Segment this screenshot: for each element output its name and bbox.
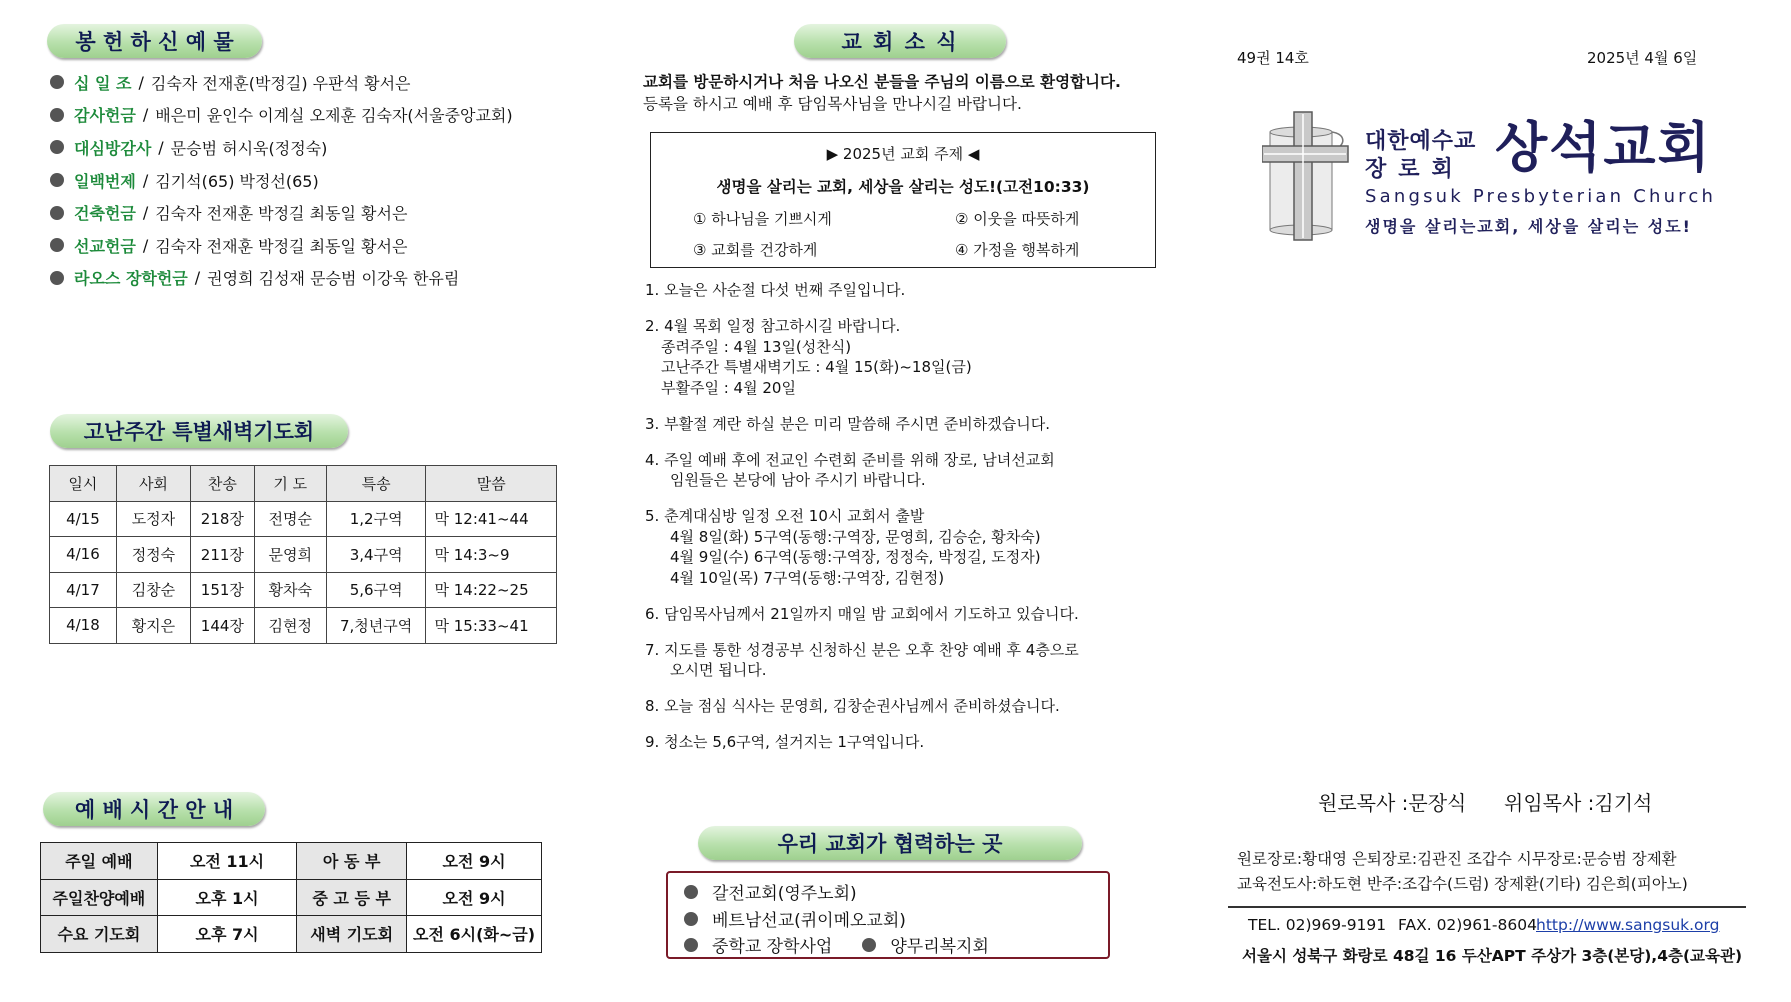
news-item: [645, 732, 1205, 753]
table-row: [50, 501, 557, 537]
table-cell: 막 14:22~25: [426, 572, 557, 608]
news-line: 9. 청소는 5,6구역, 설거지는 1구역입니다.: [645, 733, 925, 751]
offering-donors: 김숙자 전재훈 박정길 최동일 황서은: [155, 236, 408, 256]
service-name: 주일 예배: [41, 843, 158, 880]
news-item: [645, 414, 1205, 435]
offering-category: 감사헌금: [74, 106, 136, 126]
table-cell: 문영희: [254, 537, 326, 573]
offering-donors: 문승범 허시욱(정정숙): [170, 138, 328, 158]
offering-item: [50, 229, 610, 262]
table-row: [50, 608, 557, 644]
website-link[interactable]: http://www.sangsuk.org: [1536, 916, 1720, 934]
table-cell: 김현정: [254, 608, 326, 644]
service-time: 오전 6시(화~금): [407, 916, 542, 953]
bullet-icon: [684, 885, 698, 899]
table-cell: 막 12:41~44: [426, 501, 557, 537]
news-item: [645, 316, 1205, 398]
offering-item: [50, 164, 610, 197]
offering-item: [50, 66, 610, 99]
news-line: 5. 춘계대심방 일정 오전 10시 교회서 출발: [645, 507, 925, 525]
bullet-icon: [50, 140, 64, 154]
bullet-icon: [50, 75, 64, 89]
partner-label: 베트남선교(퀴이메오교회): [712, 911, 906, 931]
welcome-intro: [643, 71, 1121, 115]
news-item: [645, 696, 1205, 717]
news-item: [645, 280, 1205, 301]
denomination-line-2: 장로회: [1365, 157, 1465, 182]
staff-line: 교육전도사:하도현 반주:조갑수(드럼) 장제환(기타) 김은희(피아노): [1237, 875, 1688, 893]
news-subline: 4월 8일(화) 5구역(동행:구역장, 문영희, 김승순, 황차숙): [670, 527, 1041, 546]
church-english-name: Sangsuk Presbyterian Church: [1365, 186, 1717, 207]
table-cell: 3,4구역: [326, 537, 426, 573]
separator: /: [142, 235, 149, 255]
table-row: [41, 879, 542, 916]
news-line: 6. 담임목사님께서 21일까지 매일 밤 교회에서 기도하고 있습니다.: [645, 604, 1079, 623]
table-cell: 1,2구역: [326, 501, 426, 537]
theme-goal-3: ③ 교회를 건강하게: [693, 241, 818, 259]
service-name: 새벽 기도회: [297, 916, 407, 953]
bullet-icon: [684, 938, 698, 952]
table-cell: 막 15:33~41: [426, 608, 557, 644]
table-row: [41, 916, 542, 953]
service-name: 아 동 부: [297, 843, 407, 880]
table-cell: 211장: [191, 537, 255, 573]
bullet-icon: [50, 173, 64, 187]
news-item: [645, 450, 1205, 491]
prayer-meeting-title: 고난주간 특별새벽기도회: [50, 414, 348, 448]
worship-times-title: 예 배 시 간 안 내: [43, 792, 265, 826]
theme-goal-1: ① 하나님을 기쁘시게: [693, 210, 832, 228]
table-cell: 막 14:3~9: [426, 537, 557, 573]
partners-box: [666, 871, 1110, 959]
separator: /: [138, 72, 144, 92]
partner-label: 양무리복지회: [890, 937, 989, 957]
bullet-icon: [50, 238, 64, 252]
offering-donors: 김기석(65) 박정선(65): [155, 171, 319, 191]
senior-pastor: 위임목사 :김기석: [1504, 791, 1653, 815]
table-row: [50, 572, 557, 608]
news-line: 1. 오늘은 사순절 다섯 번째 주일입니다.: [645, 281, 906, 299]
offering-item: [50, 196, 610, 229]
offering-category: 십 일 조: [74, 73, 132, 93]
offering-item: [50, 262, 610, 295]
column-header: 기 도: [254, 466, 326, 502]
offering-item: [50, 131, 610, 164]
registration-line: 등록을 하시고 예배 후 담임목사님을 만나시길 바랍니다.: [643, 95, 1022, 113]
partner-label: 갈전교회(영주노회): [712, 884, 857, 904]
separator: /: [142, 203, 149, 223]
service-time: 오전 9시: [407, 843, 542, 880]
church-theme-box: [650, 132, 1156, 268]
table-cell: 정정숙: [116, 537, 190, 573]
news-subline: 오시면 됩니다.: [670, 661, 767, 679]
news-subline: 고난주간 특별새벽기도 : 4월 15(화)~18일(금): [661, 358, 972, 376]
service-name: 중 고 등 부: [297, 879, 407, 916]
table-cell: 김창순: [116, 572, 190, 608]
church-name: 상석교회: [1495, 116, 1712, 179]
news-item: [645, 640, 1205, 681]
separator: /: [142, 105, 149, 125]
elders-line: 원로장로:황대영 은퇴장로:김관진 조갑수 시무장로:문승범 장제환: [1237, 850, 1677, 868]
bullet-icon: [50, 206, 64, 220]
service-time: 오후 7시: [157, 916, 296, 953]
table-cell: 도정자: [116, 501, 190, 537]
church-motto: 생명을 살리는교회, 세상을 살리는 성도!: [1365, 217, 1692, 236]
theme-title: ▶ 2025년 교회 주제 ◀: [826, 145, 980, 163]
offerings-list: [50, 66, 610, 294]
news-line: 2. 4월 목회 일정 참고하시길 바랍니다.: [645, 317, 901, 335]
column-header: 말씀: [426, 466, 557, 502]
news-list: [645, 280, 1205, 768]
column-header: 찬송: [191, 466, 255, 502]
bullet-icon: [862, 938, 876, 952]
table-cell: 4/15: [50, 501, 117, 537]
separator: /: [194, 268, 201, 288]
service-name: 주일찬양예배: [41, 879, 158, 916]
bullet-icon: [50, 108, 64, 122]
table-cell: 151장: [191, 572, 255, 608]
table-cell: 4/17: [50, 572, 117, 608]
telephone: TEL. 02)969-9191: [1248, 916, 1387, 934]
theme-motto: 생명을 살리는 교회, 세상을 살리는 성도!(고전10:33): [716, 178, 1090, 196]
bullet-icon: [684, 912, 698, 926]
bulletin-date: 2025년 4월 6일: [1587, 49, 1698, 67]
table-cell: 144장: [191, 608, 255, 644]
table-cell: 전명순: [254, 501, 326, 537]
table-cell: 7,청년구역: [326, 608, 426, 644]
offering-donors: 김숙자 전재훈 박정길 최동일 황서은: [155, 204, 408, 224]
table-header-row: [50, 466, 557, 502]
table-cell: 황지은: [116, 608, 190, 644]
offering-donors: 김숙자 전재훈(박정길) 우판석 황서은: [150, 73, 411, 93]
news-title: 교 회 소 식: [794, 24, 1006, 58]
bullet-icon: [50, 271, 64, 285]
offering-category: 선교헌금: [74, 236, 136, 256]
denomination-line-1: 대한예수교: [1365, 129, 1477, 154]
offering-category: 일백번제: [74, 171, 136, 191]
table-row: [50, 537, 557, 573]
partner-item: [684, 879, 857, 904]
website-link-wrap: [1536, 916, 1719, 934]
divider: [1228, 906, 1746, 908]
offering-category: 건축헌금: [74, 204, 136, 224]
news-subline: 임원들은 본당에 남아 주시기 바랍니다.: [670, 471, 926, 489]
news-subline: 4월 10일(목) 7구역(동행:구역장, 김현정): [670, 568, 945, 587]
fax: FAX. 02)961-8604: [1398, 916, 1537, 934]
table-cell: 5,6구역: [326, 572, 426, 608]
service-time: 오전 9시: [407, 879, 542, 916]
welcome-line: 교회를 방문하시거나 처음 나오신 분들을 주님의 이름으로 환영합니다.: [643, 73, 1121, 91]
table-cell: 4/18: [50, 608, 117, 644]
partners-title: 우리 교회가 협력하는 곳: [698, 826, 1082, 860]
offering-category: 대심방감사: [74, 138, 152, 158]
theme-goal-4: ④ 가정을 행복하게: [955, 241, 1080, 259]
cross-scroll-logo-icon: [1262, 110, 1352, 242]
worship-times-table: [40, 842, 542, 953]
news-line: 3. 부활절 계란 하실 분은 미리 말씀해 주시면 준비하겠습니다.: [645, 414, 1050, 433]
news-subline: 4월 9일(수) 6구역(동행:구역장, 정정숙, 박정길, 도정자): [670, 548, 1041, 566]
news-line: 4. 주일 예배 후에 전교인 수련회 준비를 위해 장로, 남녀선교회: [645, 450, 1055, 469]
separator: /: [158, 137, 164, 157]
news-line: 7. 지도를 통한 성경공부 신청하신 분은 오후 찬양 예배 후 4층으로: [645, 640, 1079, 659]
volume-number: 49권 14호: [1237, 49, 1309, 67]
news-item: [645, 604, 1205, 625]
separator: /: [142, 170, 149, 190]
table-cell: 218장: [191, 501, 255, 537]
news-item: [645, 506, 1205, 588]
service-time: 오후 1시: [157, 879, 296, 916]
church-address: 서울시 성북구 화랑로 48길 16 두산APT 주상가 3층(본당),4층(교육관): [1242, 947, 1743, 965]
news-line: 8. 오늘 점심 식사는 문영희, 김창순권사님께서 준비하셨습니다.: [645, 697, 1060, 715]
emeritus-pastor: 원로목사 :문장식: [1318, 791, 1467, 815]
service-time: 오전 11시: [157, 843, 296, 880]
partner-item: [684, 932, 989, 957]
column-header: 사회: [116, 466, 190, 502]
partner-label: 중학교 장학사업: [712, 937, 833, 957]
table-cell: 황차숙: [254, 572, 326, 608]
offering-donors: 배은미 윤인수 이계실 오제훈 김숙자(서울중앙교회): [155, 106, 513, 126]
table-cell: 4/16: [50, 537, 117, 573]
table-row: [41, 843, 542, 880]
prayer-meeting-table: [49, 465, 557, 644]
service-name: 수요 기도회: [41, 916, 158, 953]
column-header: 일시: [50, 466, 117, 502]
offerings-title: 봉 헌 하 신 예 물: [47, 24, 262, 58]
news-subline: 부활주일 : 4월 20일: [661, 378, 796, 397]
column-header: 특송: [326, 466, 426, 502]
offering-donors: 권영희 김성재 문승범 이강욱 한유림: [207, 269, 460, 289]
offering-category: 라오스 장학헌금: [74, 269, 188, 289]
news-subline: 종려주일 : 4월 13일(성찬식): [661, 337, 852, 356]
offering-item: [50, 99, 610, 132]
theme-goal-2: ② 이웃을 따뜻하게: [955, 210, 1080, 228]
partner-item: [684, 906, 906, 931]
